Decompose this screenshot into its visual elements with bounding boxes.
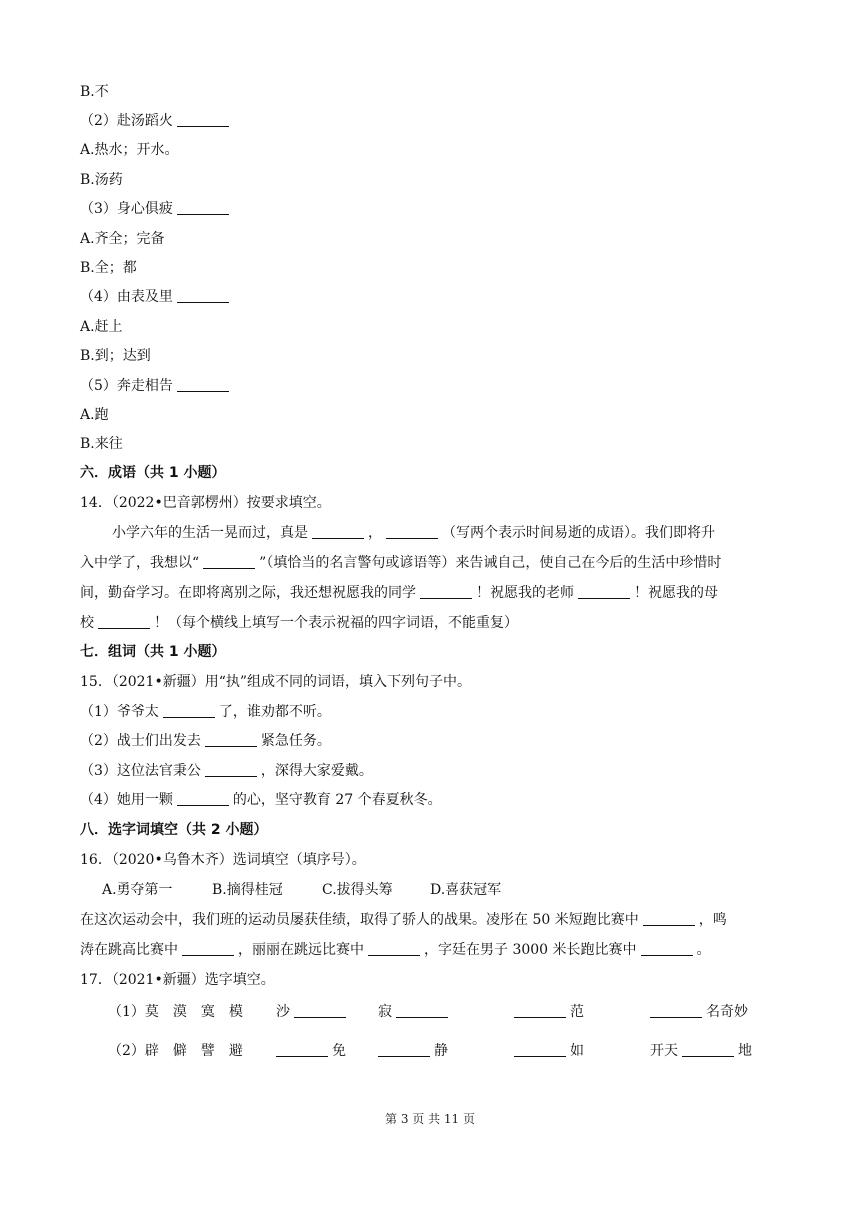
fill-cell — [374, 1041, 448, 1061]
answer-blank[interactable] — [294, 1003, 346, 1018]
text: 校 — [80, 615, 94, 631]
word-option: C.拔得头筹 — [322, 882, 393, 898]
answer-blank[interactable] — [643, 911, 695, 926]
answer-blank[interactable] — [205, 732, 257, 747]
fill-cell — [510, 1041, 584, 1061]
answer-blank[interactable] — [378, 1042, 430, 1057]
option-line: B.到；达到 — [80, 348, 151, 364]
text: 。 — [696, 942, 711, 958]
text: 间，勤奋学习。在即将离别之际，我还想祝愿我的同学 — [80, 585, 416, 601]
fill-cell — [378, 1002, 452, 1022]
text: 如 — [570, 1043, 584, 1059]
question-stem: 17．（2021•新疆）选字填空。 — [80, 972, 275, 988]
text: ， — [368, 525, 382, 541]
answer-blank[interactable] — [177, 791, 229, 806]
text: 免 — [332, 1043, 346, 1059]
text: ！（每个横线上填写一个表示祝福的四字词语，不能重复） — [154, 615, 518, 631]
fill-cell — [276, 1002, 350, 1022]
fill-cell — [646, 1002, 748, 1022]
word-option: A.勇夺第一 — [102, 882, 173, 898]
paragraph-line — [80, 613, 518, 633]
text: ，鸣 — [698, 912, 727, 928]
character-choices: （2）辟 僻 譬 避 — [108, 1043, 243, 1059]
text: 入中学了，我想以“ — [80, 555, 200, 571]
question-stem: 15．（2021•新疆）用“执”组成不同的词语，填入下列句子中。 — [80, 674, 472, 690]
option-line: A.齐全；完备 — [80, 231, 165, 247]
text: ，丽丽在跳远比赛中 — [238, 942, 364, 958]
answer-blank[interactable] — [177, 112, 229, 127]
text: （1）爷爷太 — [80, 704, 159, 720]
text: 范 — [570, 1004, 584, 1020]
answer-blank[interactable] — [98, 614, 150, 629]
answer-blank[interactable] — [368, 941, 420, 956]
question-item — [80, 111, 233, 131]
text: 涛在跳高比赛中 — [80, 942, 178, 958]
answer-blank[interactable] — [514, 1042, 566, 1057]
question-item — [80, 376, 233, 396]
sentence-item — [80, 790, 442, 810]
paragraph-line — [80, 910, 727, 930]
section-heading: 六．成语（共 1 小题） — [80, 465, 226, 481]
text: （2）战士们出发去 — [80, 733, 201, 749]
option-line: B.不 — [80, 84, 109, 100]
question-stem: 16．（2020•乌鲁木齐）选词填空（填序号）。 — [80, 852, 366, 868]
question-stem: 14．（2022•巴音郭楞州）按要求填空。 — [80, 495, 331, 511]
sentence-item — [80, 761, 373, 781]
text: 小学六年的生活一晃而过，真是 — [112, 525, 308, 541]
text: 寂 — [378, 1004, 392, 1020]
text: （写两个表示时间易逝的成语）。我们即将升 — [442, 525, 715, 541]
paragraph-line — [80, 583, 718, 603]
text: 地 — [738, 1043, 752, 1059]
answer-blank[interactable] — [682, 1042, 734, 1057]
option-line: A.赶上 — [80, 319, 123, 335]
answer-blank[interactable] — [203, 554, 255, 569]
page-footer: 第 3 页 共 11 页 — [385, 1112, 475, 1126]
text: 了，谁劝都不听。 — [218, 704, 331, 720]
text: 在这次运动会中，我们班的运动员屡获佳绩，取得了骄人的战果。凌彤在 50 米短跑比赛中 — [80, 912, 639, 928]
option-line: B.全；都 — [80, 260, 137, 276]
answer-blank[interactable] — [205, 762, 257, 777]
section-heading: 七．组词（共 1 小题） — [80, 644, 226, 660]
text: ！祝愿我的母 — [634, 585, 718, 601]
text: 的心，坚守教育 27 个春夏秋冬。 — [232, 792, 442, 808]
question-item — [80, 287, 233, 307]
answer-blank[interactable] — [312, 524, 364, 539]
word-option: D.喜获冠军 — [430, 882, 502, 898]
paragraph-line — [80, 940, 711, 960]
fill-cell — [510, 1002, 584, 1022]
fill-cell — [650, 1041, 752, 1061]
text: ，字廷在男子 3000 米长跑比赛中 — [424, 942, 637, 958]
item-text: （2）赴汤蹈火 — [80, 113, 173, 129]
text: ”（填恰当的名言警句或谚语等）来告诫自己，使自己在今后的生活中珍惜时 — [259, 555, 722, 571]
answer-blank[interactable] — [182, 941, 234, 956]
section-heading: 八．选字词填空（共 2 小题） — [80, 822, 268, 838]
option-line: B.来往 — [80, 436, 123, 452]
answer-blank[interactable] — [578, 584, 630, 599]
answer-blank[interactable] — [514, 1003, 566, 1018]
fill-cell — [272, 1041, 346, 1061]
word-option: B.摘得桂冠 — [212, 882, 283, 898]
sentence-item — [80, 702, 331, 722]
text: 沙 — [276, 1004, 290, 1020]
answer-blank[interactable] — [177, 288, 229, 303]
answer-blank[interactable] — [177, 377, 229, 392]
answer-blank[interactable] — [420, 584, 472, 599]
option-line: A.跑 — [80, 407, 109, 423]
answer-blank[interactable] — [641, 941, 693, 956]
question-item — [80, 199, 233, 219]
answer-blank[interactable] — [396, 1003, 448, 1018]
option-line: B.汤药 — [80, 172, 123, 188]
text: ，深得大家爱戴。 — [260, 763, 373, 779]
item-text: （4）由表及里 — [80, 289, 173, 305]
answer-blank[interactable] — [163, 703, 215, 718]
sentence-item — [80, 731, 331, 751]
item-text: （5）奔走相告 — [80, 378, 173, 394]
text: 紧急任务。 — [260, 733, 331, 749]
text: （3）这位法官秉公 — [80, 763, 201, 779]
answer-blank[interactable] — [177, 200, 229, 215]
answer-blank[interactable] — [650, 1003, 702, 1018]
paragraph-line — [112, 523, 715, 543]
paragraph-line — [80, 553, 721, 573]
item-text: （3）身心俱疲 — [80, 201, 173, 217]
text: ！祝愿我的老师 — [476, 585, 574, 601]
text: 名奇妙 — [706, 1004, 748, 1020]
option-line: A.热水；开水。 — [80, 142, 179, 158]
answer-blank[interactable] — [386, 524, 438, 539]
text: 开天 — [650, 1043, 678, 1059]
character-choices: （1）莫 漠 寞 模 — [108, 1004, 243, 1020]
text: 静 — [434, 1043, 448, 1059]
answer-blank[interactable] — [276, 1042, 328, 1057]
text: （4）她用一颗 — [80, 792, 173, 808]
